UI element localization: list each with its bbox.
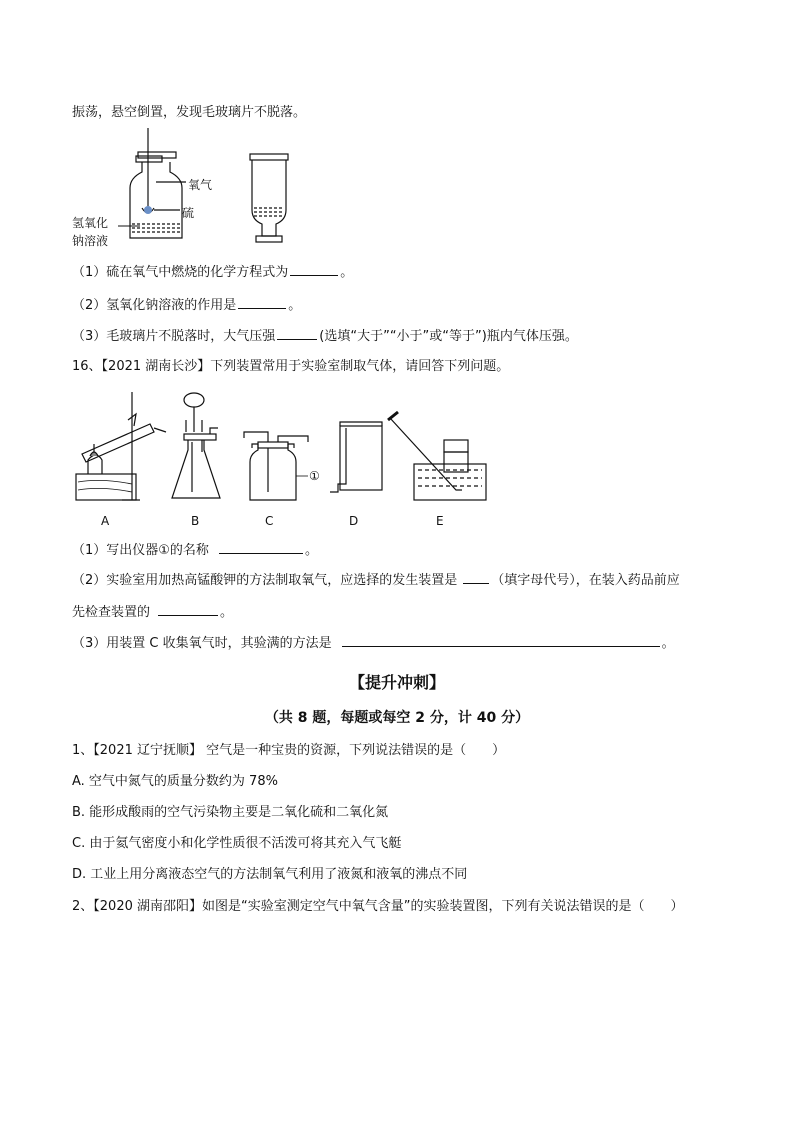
label-naoh-line1: 氢氧化: [72, 216, 109, 230]
q15-part2-blank[interactable]: [238, 296, 286, 309]
q16-part2-line2: 先检查装置的 。: [72, 605, 234, 620]
q1-option-b: B. 能形成酸雨的空气污染物主要是二氧化硫和二氧化氮: [72, 805, 389, 820]
q1-option-c: C. 由于氦气密度小和化学性质很不活泼可将其充入气飞艇: [72, 836, 402, 851]
q15-part1-blank[interactable]: [290, 263, 338, 276]
label-sulfur: 硫: [182, 206, 195, 220]
q2-stem: 2、【2020 湖南邵阳】如图是“实验室测定空气中氧气含量”的实验装置图，下列有关说法错误的是（ ）: [72, 899, 684, 914]
q1-stem: 1、【2021 辽宁抚顺】 空气是一种宝贵的资源，下列说法错误的是（ ）: [72, 743, 506, 758]
section-subtitle: （共 8 题，每题或每空 2 分，计 40 分）: [264, 710, 530, 726]
q1-option-a: A. 空气中氮气的质量分数约为 78%: [72, 774, 278, 789]
q16-part2-blank-2[interactable]: [158, 603, 218, 616]
q16-part1: （1）写出仪器①的名称 。: [72, 543, 318, 558]
section-title: 【提升冲刺】: [348, 673, 445, 692]
q1-option-d: D. 工业上用分离液态空气的方法制氧气利用了液氮和液氧的沸点不同: [72, 867, 468, 882]
gas-apparatus-figure: [72, 392, 492, 508]
instrument-marker-1: ①: [309, 469, 320, 483]
intro-line: 振荡，悬空倒置，发现毛玻璃片不脱落。: [72, 105, 307, 120]
q15-part1: （1）硫在氧气中燃烧的化学方程式为 。: [72, 265, 354, 280]
q16-part1-blank[interactable]: [219, 541, 303, 554]
naoh-pointer-line: [118, 224, 142, 228]
label-naoh-line2: 钠溶液: [72, 234, 109, 248]
q15-part3: （3）毛玻璃片不脱落时，大气压强 (选填“大于”“小于”或“等于”)瓶内气体压强。: [72, 329, 578, 344]
q16-part3-blank[interactable]: [342, 634, 660, 647]
q16-stem: 16、【2021 湖南长沙】下列装置常用于实验室制取气体，请回答下列问题。: [72, 359, 510, 374]
apparatus-label-d: D: [349, 514, 359, 528]
q16-part2: （2）实验室用加热高锰酸钾的方法制取氧气，应选择的发生装置是 （填字母代号），在装入药品前应: [72, 573, 680, 588]
apparatus-label-a: A: [101, 514, 110, 528]
apparatus-label-e: E: [436, 514, 444, 528]
q15-part2: （2）氢氧化钠溶液的作用是 。: [72, 298, 302, 313]
q15-part3-blank[interactable]: [277, 327, 317, 340]
label-oxygen: 氧气: [188, 178, 213, 192]
q16-part2-blank[interactable]: [463, 571, 489, 584]
apparatus-label-b: B: [191, 514, 200, 528]
apparatus-label-c: C: [265, 514, 274, 528]
q16-part3: （3）用装置 C 收集氧气时，其验满的方法是 。: [72, 636, 675, 651]
